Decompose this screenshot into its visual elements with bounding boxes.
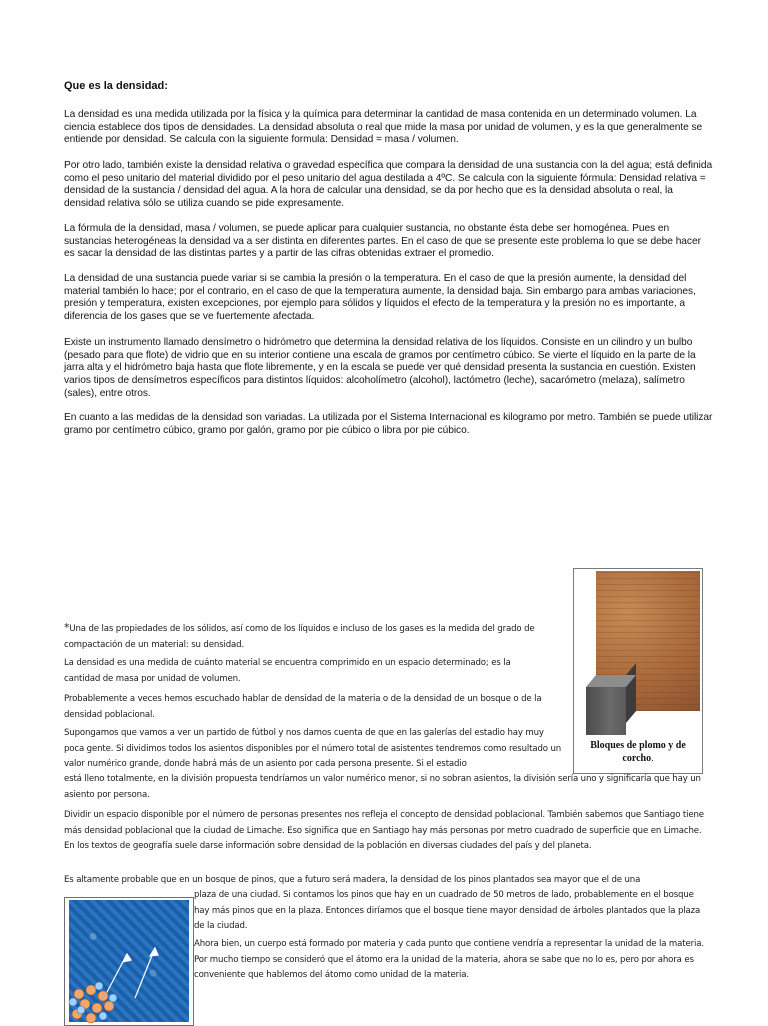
paragraph-pine-forest-a: Es altamente probable que en un bosque de pinos, que a futuro será madera, la densidad de los pinos plantados sea mayor que el de una bbox=[64, 875, 641, 885]
paragraph-population-density: Dividir un espacio disponible por el número de personas presentes nos refleja el concepto de densidad poblacional. También sabemos que Santiago tiene más densidad poblacional que la ciudad de Limache. Eso significa que en Santiago hay más personas por metro cuadrado de superficie que en Limache. En los textos de geografía suele darse información sobre densidad de la población en diversas ciudades del país y del planeta. bbox=[64, 810, 704, 852]
atom-cluster-icon bbox=[65, 898, 193, 1025]
paragraph-pressure-temperature: La densidad de una sustancia puede variar si se cambia la presión o la temperatura. En el caso de que la presión aumente, la densidad del material también lo hace; por el contrario, en el caso de que la temperatura aumente, la densidad baja. Sin embargo para ambas variaciones, presión y temperatura, existen excepciones, por ejemplo para sólidos y líquidos el efecto de la temperatura y la presión no es importante, a diferencia de los gases que se ve fuertemente afectada. bbox=[64, 273, 696, 323]
figure-caption bbox=[574, 739, 702, 765]
paragraph-matter-density: Probablemente a veces hemos escuchado hablar de densidad de la materia o de la densidad de un bosque o de la densidad poblacional. bbox=[64, 694, 542, 720]
paragraph-stadium-b: está lleno totalmente, en la división propuesta tendríamos un valor numérico menor, si no sobran asientos, la división sería uno y significaría que hay un asiento por persona. bbox=[64, 774, 701, 800]
lead-block bbox=[586, 687, 626, 735]
paragraph-units: En cuanto a las medidas de la densidad son variadas. La utilizada por el Sistema Internacional es kilogramo por metro. También se puede utilizar gramo por centímetro cúbico, gramo por galón, gramo por pie cúbico o libra por pie cúbico. bbox=[64, 412, 713, 436]
paragraph-hydrometer: Existe un instrumento llamado densímetro o hidrómetro que determina la densidad relativa de los líquidos. Consiste en un cilindro y un bulbo (pesado para que flote) de vidrio que en su interior contiene una escala de gramos por centímetro cúbico. Se vierte el líquido en la parte de la jarra alta y el hidrómetro baja hasta que flote libremente, y en la escala se puede ver qué densidad presenta la sustancia en cuestión. Existen varios tipos de densímetros específicos para distintos líquidos: alcoholímetro (alcohol), lactómetro (leche), sacarómetro (melaza), salímetro (sales), entre otros. bbox=[64, 337, 696, 399]
paragraph-formula: La fórmula de la densidad, masa / volumen, se puede aplicar para cualquier sustancia, no obstante ésta debe ser homogénea. Pues en sustancias heterogéneas la densidad va a ser distinta en diferentes partes. En el caso de que se presente este problema lo que se debe hacer es sacar la densidad de las distintas partes y a partir de las cifras obtenidas extraer el promedio. bbox=[64, 223, 701, 260]
paragraph-properties bbox=[64, 620, 564, 653]
paragraph-pine-forest-b: plaza de una ciudad. Si contamos los pinos que hay en un cuadrado de 50 metros de lado, probablemente en el bosque hay más pinos que en la plaza. Entonces diríamos que el bosque tiene mayor densidad de árboles plantados que la plaza de la ciudad. bbox=[194, 890, 701, 932]
paragraph-density-definition: La densidad es una medida utilizada por la física y la química para determinar la cantidad de masa contenida en un determinado volumen. La ciencia establece dos tipos de densidades. La densidad absoluta o real que mide la masa por unidad de volumen, y es la que generalmente se entiende por densidad. Se calcula con la siguiente formula: Densidad = masa / volumen. bbox=[64, 109, 703, 146]
figure-lead-cork-blocks bbox=[573, 568, 703, 774]
lead-block-side bbox=[626, 663, 636, 723]
caption-line-1: Bloques de plomo y de bbox=[590, 740, 686, 751]
caption-line-2: corcho bbox=[622, 753, 652, 764]
paragraph-atom: Ahora bien, un cuerpo está formado por materia y cada punto que contiene vendría a representar la unidad de la materia. Por mucho tiempo se consideró que el átomo era la unidad de la materia, ahora se sabe que no lo es, pero por ahora es conveniente que hablemos del átomo como unidad de la materia. bbox=[194, 939, 704, 981]
section-title: Que es la densidad: bbox=[64, 80, 168, 92]
paragraph-relative-density: Por otro lado, también existe la densidad relativa o gravedad específica que compara la densidad de una sustancia con la del agua; está definida como el peso unitario del material dividido por el peso unitario del agua destilada a 4ºC. Se calcula con la siguiente fórmula: Densidad relativa = densidad de la sustancia / densidad del agua. A la hora de calcular una densidad, se da por hecho que es la densidad absoluta o real, la densidad relativa sólo se utiliza cuando se pide expresamente. bbox=[64, 160, 713, 210]
caption-end: . bbox=[651, 753, 654, 764]
paragraph-properties-text: Una de las propiedades de los sólidos, así como de los líquidos e incluso de los gases es la medida del grado de compactación de un material: su densidad. bbox=[64, 624, 535, 650]
paragraph-stadium-a: Supongamos que vamos a ver un partido de fútbol y nos damos cuenta de que en las galerías del estadio hay muy poca gente. Si dividimos todos los asientos disponibles por el número total de asistentes tendremos como resultado un valor numérico grande, donde habrá más de un asiento por cada persona presente. Si el estadio bbox=[64, 728, 562, 770]
star-marker: * bbox=[64, 621, 70, 634]
figure-matter-illustration bbox=[64, 897, 194, 1026]
paragraph-density-measure: La densidad es una medida de cuánto material se encuentra comprimido en un espacio determinado; es la cantidad de masa por unidad de volumen. bbox=[64, 658, 511, 684]
